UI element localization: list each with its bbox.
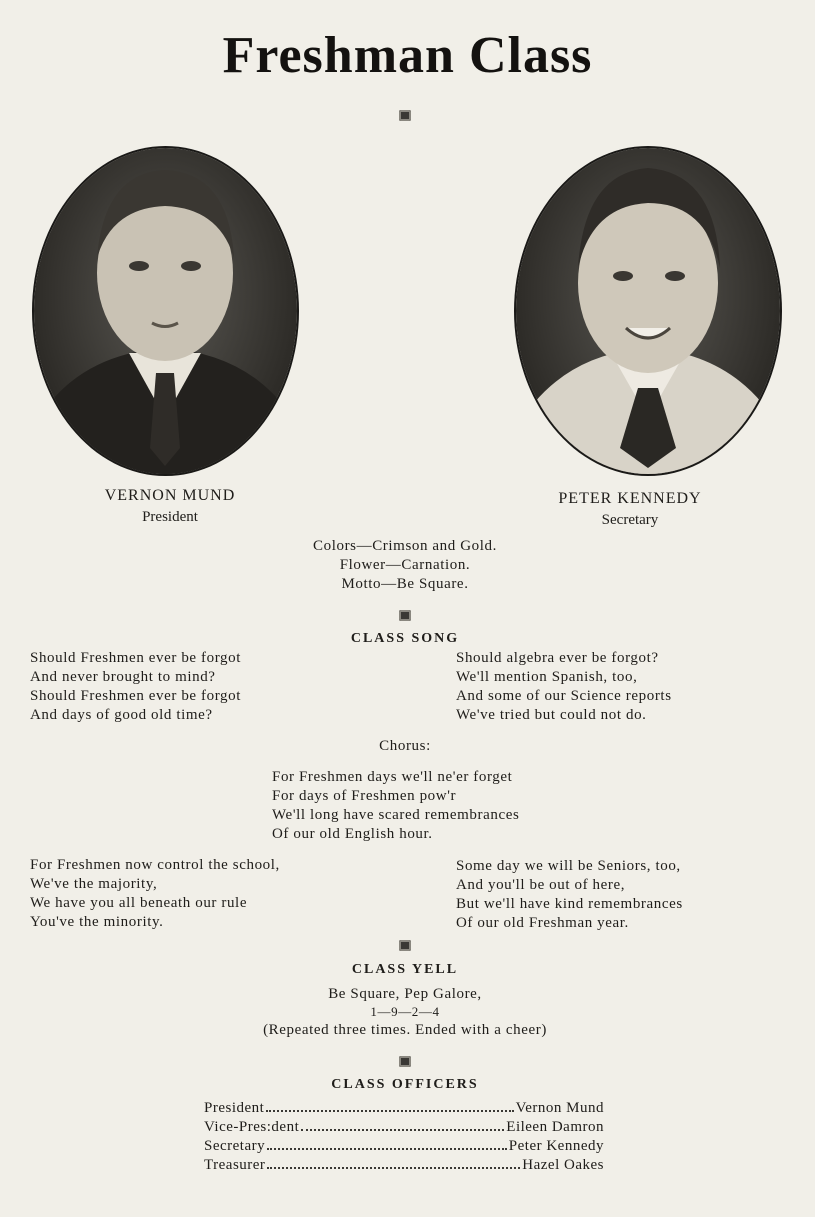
officers-list (204, 1100, 604, 1176)
officer-title: President (204, 1100, 265, 1116)
ornament-icon (399, 940, 411, 951)
portrait-vernon-mund (34, 148, 297, 474)
song-verse-line: Of our old Freshman year. (456, 915, 629, 931)
chorus-line: For Freshmen days we'll ne'er forget (272, 769, 513, 785)
chorus-line: Of our old English hour. (272, 826, 433, 842)
officer-name: Eileen Damron (506, 1119, 604, 1135)
officer-row (204, 1157, 604, 1176)
officer-row (204, 1100, 604, 1119)
song-verse-line: We've the majority, (30, 876, 158, 892)
song-verse-line: Some day we will be Seniors, too, (456, 858, 681, 874)
officer-title: Secretary (204, 1138, 266, 1154)
officer-name: Hazel Oakes (522, 1157, 604, 1173)
leader-dots (301, 1129, 504, 1131)
leader-dots (266, 1110, 513, 1112)
song-verse-line: We'll mention Spanish, too, (456, 669, 638, 685)
portrait-role-right: Secretary (601, 512, 659, 528)
song-verse-line: For Freshmen now control the school, (30, 857, 280, 873)
class-officers-heading: CLASS OFFICERS (331, 1077, 479, 1092)
portrait-peter-kennedy (516, 148, 780, 474)
page-title: Freshman Class (222, 27, 593, 84)
portrait-role-left: President (142, 509, 198, 525)
leader-dots (267, 1167, 520, 1169)
ornament-icon (399, 610, 411, 621)
officer-row (204, 1138, 604, 1157)
song-verse-line: We've tried but could not do. (456, 707, 647, 723)
song-verse-line: Should algebra ever be forgot? (456, 650, 659, 666)
song-verse-line: And some of our Science reports (456, 688, 672, 704)
song-verse-line: And never brought to mind? (30, 669, 216, 685)
officer-title: Treasurer (204, 1157, 266, 1173)
song-verse-line: You've the minority. (30, 914, 164, 930)
yell-line: 1—9—2—4 (370, 1004, 440, 1019)
song-verse-line: And days of good old time? (30, 707, 213, 723)
yell-line: (Repeated three times. Ended with a cheer) (263, 1022, 547, 1038)
song-verse-line: Should Freshmen ever be forgot (30, 650, 242, 666)
ornament-icon (399, 110, 411, 121)
info-colors: Colors—Crimson and Gold. (313, 538, 497, 554)
yell-line: Be Square, Pep Galore, (328, 986, 482, 1002)
class-yell-heading: CLASS YELL (351, 962, 459, 977)
officer-name: Peter Kennedy (508, 1138, 604, 1154)
song-verse-line: Should Freshmen ever be forgot (30, 688, 242, 704)
class-song-heading: CLASS SONG (350, 631, 460, 646)
song-verse-line: We have you all beneath our rule (30, 895, 248, 911)
info-motto: Motto—Be Square. (341, 576, 469, 592)
info-flower: Flower—Carnation. (339, 557, 471, 573)
portrait-name-left: VERNON MUND (104, 487, 236, 504)
chorus-label: Chorus: (379, 738, 431, 754)
chorus-line: We'll long have scared remembrances (272, 807, 520, 823)
officer-row (204, 1119, 604, 1138)
person-silhouette-icon (34, 148, 297, 474)
ornament-icon (399, 1056, 411, 1067)
song-verse-line: And you'll be out of here, (456, 877, 626, 893)
chorus-line: For days of Freshmen pow'r (272, 788, 457, 804)
officer-name: Vernon Mund (515, 1100, 604, 1116)
leader-dots (267, 1148, 507, 1150)
portrait-name-right: PETER KENNEDY (558, 490, 702, 507)
song-verse-line: But we'll have kind remembrances (456, 896, 683, 912)
person-silhouette-icon (516, 148, 780, 474)
officer-title: Vice-Pres:dent (204, 1119, 300, 1135)
